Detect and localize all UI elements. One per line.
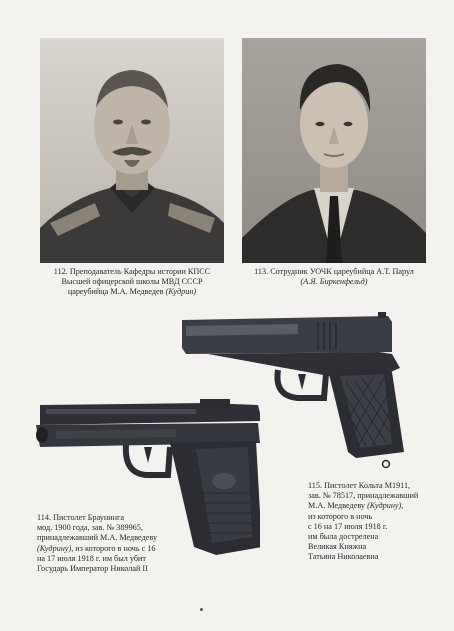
caption-114-alias: (Кудрину)	[37, 543, 72, 553]
caption-112-alias: (Кудрин)	[165, 287, 197, 297]
caption-114-line1: 114. Пистолет Браунинга	[37, 513, 125, 522]
caption-115	[308, 481, 448, 563]
caption-114-line3: принадлежавший М.А. Медведеву	[37, 533, 158, 543]
caption-115-line8: Татьяна Николаевна	[308, 552, 379, 562]
caption-115-line2: зав. № 78517, принадлежавший	[308, 491, 419, 501]
caption-112	[40, 267, 224, 298]
caption-115-line1: 115. Пистолет Кольта M1911,	[308, 481, 411, 490]
caption-114-line6: Государь Император Николай II	[37, 564, 148, 574]
caption-113-alias: (А.Я. Биркенфельд)	[300, 277, 368, 287]
portrait-photo-medvedev	[40, 38, 224, 263]
caption-112-line3	[40, 287, 224, 297]
caption-114-line2: мод. 1900 года, зав. № 389965,	[37, 523, 143, 533]
caption-115-line3	[308, 501, 448, 511]
portrait-parup-image	[242, 38, 426, 263]
caption-115-line3-text: М.А. Медведеву	[308, 501, 368, 511]
caption-114-line4-text: , из которого в ночь с 16	[71, 543, 156, 553]
caption-115-line4: из которого в ночь	[308, 511, 373, 521]
caption-114	[37, 513, 207, 574]
caption-114-line4	[37, 544, 207, 554]
caption-115-line7: Великая Княжна	[308, 542, 367, 552]
caption-115-line5: с 16 на 17 июля 1918 г.	[308, 521, 388, 531]
caption-113-line1: 113. Сотрудник УОЧК цареубийца А.Т. Парул	[254, 267, 414, 276]
portrait-photo-parup	[242, 38, 426, 263]
caption-115-line6: им была дострелена	[308, 532, 379, 542]
caption-112-line3-text: цареубийца М.А. Медведев	[67, 287, 166, 297]
caption-112-line1: 112. Преподаватель Кафедры истории КПСС	[53, 267, 211, 276]
portrait-medvedev-image	[40, 38, 224, 263]
caption-115-alias: (Кудрину),	[367, 501, 404, 511]
caption-112-line2: Высшей офицерской школы МВД СССР	[61, 277, 203, 287]
page-dot	[200, 608, 203, 611]
caption-114-line5: на 17 июля 1918 г. им был убит	[37, 553, 146, 563]
caption-113	[242, 267, 426, 287]
